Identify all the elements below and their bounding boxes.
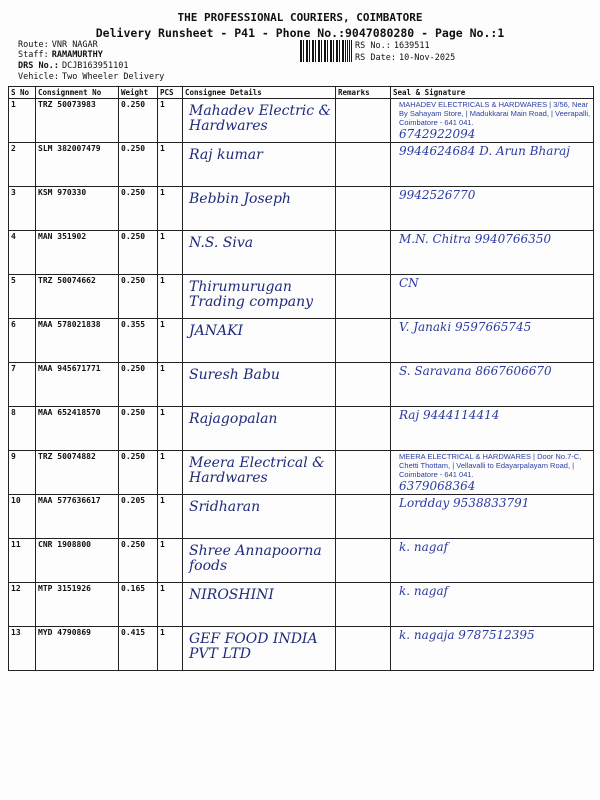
row-pcs: 1	[158, 451, 183, 495]
row-signature-cell	[391, 231, 594, 275]
row-consignee-cell	[183, 627, 336, 671]
row-signature-handwritten: Raj 9444114414	[399, 408, 500, 422]
row-weight: 0.415	[119, 627, 158, 671]
row-pcs: 1	[158, 407, 183, 451]
row-pcs: 1	[158, 363, 183, 407]
row-weight: 0.250	[119, 143, 158, 187]
row-consignee-cell	[183, 319, 336, 363]
col-consignment: Consignment No	[36, 87, 119, 99]
row-consignee-cell	[183, 231, 336, 275]
staff-value: RAMAMURTHY	[51, 50, 103, 60]
route-value: VNR NAGAR	[51, 40, 98, 50]
row-consignee-cell	[183, 451, 336, 495]
staff-label: Staff:	[18, 50, 49, 60]
table-row	[9, 275, 594, 319]
drs-value: DCJB163951101	[61, 61, 129, 71]
table-row	[9, 187, 594, 231]
row-consignment-no: MTP 3151926	[36, 583, 119, 627]
row-remarks	[336, 99, 391, 143]
table-row	[9, 99, 594, 143]
row-consignee-cell	[183, 187, 336, 231]
row-sno: 11	[9, 539, 36, 583]
row-remarks	[336, 187, 391, 231]
table-row	[9, 583, 594, 627]
row-sno: 2	[9, 143, 36, 187]
row-consignment-no: MAA 945671771	[36, 363, 119, 407]
row-sno: 13	[9, 627, 36, 671]
row-sno: 4	[9, 231, 36, 275]
row-sno: 6	[9, 319, 36, 363]
rs-no-value: 1639511	[393, 41, 430, 51]
table-row	[9, 451, 594, 495]
row-signature-handwritten: k. nagaja 9787512395	[399, 628, 535, 642]
col-signature: Seal & Signature	[391, 87, 594, 99]
row-sno: 1	[9, 99, 36, 143]
route-label: Route:	[18, 40, 49, 50]
row-signature-handwritten: k. nagaf	[399, 584, 449, 598]
staff-line	[18, 50, 103, 61]
drs-line	[18, 61, 128, 72]
row-consignment-no: TRZ 50073983	[36, 99, 119, 143]
row-pcs: 1	[158, 627, 183, 671]
row-signature-cell	[391, 143, 594, 187]
table-row	[9, 363, 594, 407]
row-signature-cell	[391, 275, 594, 319]
row-remarks	[336, 143, 391, 187]
table-row	[9, 231, 594, 275]
runsheet-table	[8, 86, 594, 671]
row-sno: 9	[9, 451, 36, 495]
row-consignee-handwritten: Sridharan	[189, 499, 261, 515]
row-weight: 0.250	[119, 187, 158, 231]
runsheet-subtitle: Delivery Runsheet - P41 - Phone No.:9047080280 - Page No.:1	[95, 26, 505, 40]
row-pcs: 1	[158, 143, 183, 187]
row-weight: 0.250	[119, 539, 158, 583]
row-sno: 5	[9, 275, 36, 319]
row-pcs: 1	[158, 319, 183, 363]
row-weight: 0.355	[119, 319, 158, 363]
barcode-icon	[300, 40, 348, 62]
row-consignee-handwritten: NIROSHINI	[189, 587, 274, 603]
row-consignee-cell	[183, 143, 336, 187]
row-consignment-no: MAN 351902	[36, 231, 119, 275]
row-weight: 0.250	[119, 231, 158, 275]
row-weight: 0.250	[119, 275, 158, 319]
row-remarks	[336, 363, 391, 407]
row-signature-handwritten: 9942526770	[399, 188, 476, 202]
row-consignee-handwritten: Meera Electrical & Hardwares	[189, 455, 325, 486]
row-weight: 0.250	[119, 99, 158, 143]
col-pcs: PCS	[158, 87, 183, 99]
row-pcs: 1	[158, 583, 183, 627]
row-signature-handwritten: 9944624684 D. Arun Bharaj	[399, 144, 570, 158]
document-title: THE PROFESSIONAL COURIERS, COIMBATORE	[177, 11, 423, 24]
row-consignee-cell	[183, 363, 336, 407]
table-row	[9, 495, 594, 539]
row-weight: 0.250	[119, 451, 158, 495]
row-consignee-cell	[183, 275, 336, 319]
row-signature-handwritten: V. Janaki 9597665745	[399, 320, 532, 334]
row-signature-cell	[391, 495, 594, 539]
rs-no-label: RS No.:	[355, 41, 391, 51]
row-consignee-handwritten: Raj kumar	[189, 147, 263, 163]
row-consignee-cell	[183, 407, 336, 451]
table-row	[9, 143, 594, 187]
row-consignee-handwritten: Bebbin Joseph	[189, 191, 291, 207]
col-consignee: Consignee Details	[183, 87, 336, 99]
row-consignment-no: TRZ 50074882	[36, 451, 119, 495]
row-signature-cell	[391, 583, 594, 627]
row-pcs: 1	[158, 187, 183, 231]
row-sno: 3	[9, 187, 36, 231]
row-consignee-cell	[183, 539, 336, 583]
row-signature-cell	[391, 99, 594, 143]
table-row	[9, 627, 594, 671]
row-signature-cell	[391, 407, 594, 451]
row-signature-cell	[391, 319, 594, 363]
row-consignee-handwritten: Mahadev Electric & Hardwares	[189, 103, 332, 134]
row-consignment-no: KSM 970330	[36, 187, 119, 231]
row-remarks	[336, 407, 391, 451]
barcode-tail-icon	[345, 40, 353, 62]
drs-label: DRS No.:	[18, 61, 59, 71]
row-consignee-cell	[183, 583, 336, 627]
row-remarks	[336, 275, 391, 319]
row-pcs: 1	[158, 495, 183, 539]
row-consignee-cell	[183, 99, 336, 143]
row-consignment-no: CNR 1908800	[36, 539, 119, 583]
row-sno: 8	[9, 407, 36, 451]
row-consignee-handwritten: JANAKI	[189, 323, 244, 339]
vehicle-line	[18, 72, 164, 83]
row-signature-cell	[391, 627, 594, 671]
row-consignee-handwritten: Rajagopalan	[189, 411, 278, 427]
row-pcs: 1	[158, 275, 183, 319]
row-consignment-no: TRZ 50074662	[36, 275, 119, 319]
row-signature-handwritten: Lordday 9538833791	[399, 496, 530, 510]
row-remarks	[336, 583, 391, 627]
row-sno: 7	[9, 363, 36, 407]
col-weight: Weight	[119, 87, 158, 99]
rs-date-value: 10-Nov-2025	[398, 53, 456, 63]
table-row	[9, 407, 594, 451]
vehicle-value: Two Wheeler Delivery	[61, 72, 165, 82]
row-consignment-no: MAA 652418570	[36, 407, 119, 451]
row-signature-cell	[391, 451, 594, 495]
row-consignment-no: SLM 382007479	[36, 143, 119, 187]
seal-stamp: MAHADEV ELECTRICALS & HARDWARES | 3/56, Near By Sahayam Store, | Madukkarai Main Road, | Veerapalli, Coimbatore - 641 041.	[399, 100, 591, 127]
row-consignee-handwritten: N.S. Siva	[189, 235, 254, 251]
row-signature-handwritten: k. nagaf	[399, 540, 449, 554]
row-consignment-no: MAA 577636617	[36, 495, 119, 539]
row-signature-handwritten: CN	[399, 276, 419, 290]
row-signature-handwritten: S. Saravana 8667606670	[399, 364, 552, 378]
row-consignee-handwritten: GEF FOOD INDIA PVT LTD	[189, 631, 318, 662]
col-remarks: Remarks	[336, 87, 391, 99]
rs-date-line	[355, 53, 455, 64]
rs-date-label: RS Date:	[355, 53, 396, 63]
rs-no-line	[355, 41, 430, 52]
row-consignee-cell	[183, 495, 336, 539]
row-signature-cell	[391, 187, 594, 231]
row-signature-handwritten: 6379068364	[399, 479, 476, 493]
seal-stamp: MEERA ELECTRICAL & HARDWARES | Door No.7-C, Chetti Thottam, | Vellavalli to Edayarpalayam Road, | Coimbatore - 641 041.	[399, 452, 582, 479]
row-pcs: 1	[158, 231, 183, 275]
table-row	[9, 539, 594, 583]
row-remarks	[336, 539, 391, 583]
row-pcs: 1	[158, 99, 183, 143]
table-row	[9, 319, 594, 363]
row-pcs: 1	[158, 539, 183, 583]
row-sno: 12	[9, 583, 36, 627]
row-weight: 0.250	[119, 407, 158, 451]
row-consignment-no: MYD 4790869	[36, 627, 119, 671]
row-consignment-no: MAA 578021838	[36, 319, 119, 363]
row-signature-handwritten: 6742922094	[399, 127, 476, 141]
row-consignee-handwritten: Thirumurugan Trading company	[189, 279, 314, 310]
vehicle-label: Vehicle:	[18, 72, 59, 82]
row-remarks	[336, 495, 391, 539]
row-weight: 0.205	[119, 495, 158, 539]
row-remarks	[336, 627, 391, 671]
row-remarks	[336, 231, 391, 275]
col-sno: S No	[9, 87, 36, 99]
row-signature-cell	[391, 539, 594, 583]
row-remarks	[336, 451, 391, 495]
row-remarks	[336, 319, 391, 363]
row-consignee-handwritten: Shree Annapoorna foods	[189, 543, 322, 574]
row-sno: 10	[9, 495, 36, 539]
row-consignee-handwritten: Suresh Babu	[189, 367, 280, 383]
row-weight: 0.165	[119, 583, 158, 627]
table-header-row	[9, 87, 594, 99]
row-signature-cell	[391, 363, 594, 407]
row-weight: 0.250	[119, 363, 158, 407]
row-signature-handwritten: M.N. Chitra 9940766350	[399, 232, 552, 246]
